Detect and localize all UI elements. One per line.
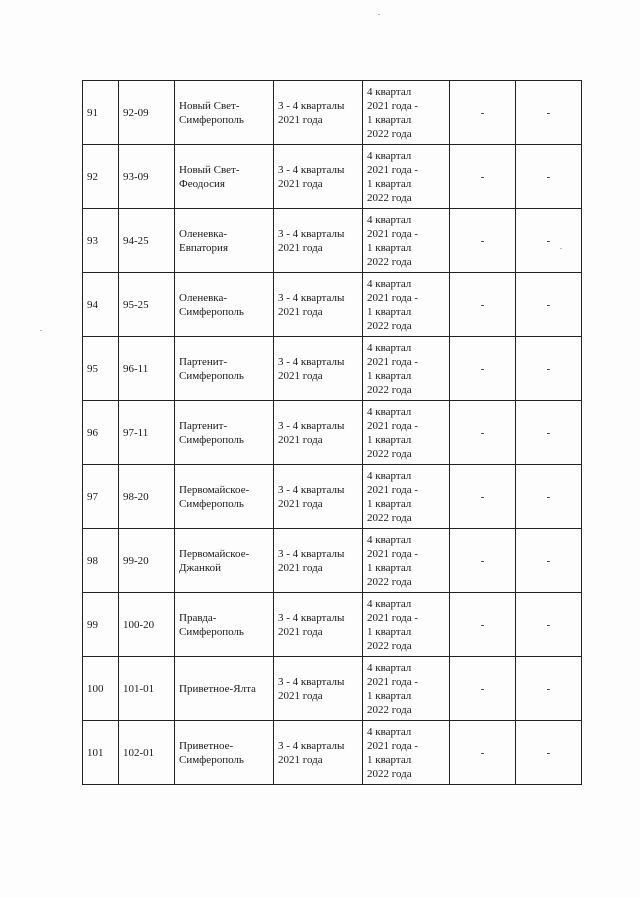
column-7-value: - [516, 593, 582, 657]
end-period: 4 квартал 2021 года - 1 квартал 2022 года [363, 721, 450, 785]
route-code: 99-20 [119, 529, 175, 593]
end-period: 4 квартал 2021 года - 1 квартал 2022 года [363, 81, 450, 145]
column-6-value: - [450, 273, 516, 337]
route-name: Приветное- Симферополь [175, 721, 274, 785]
route-name: Оленевка- Евпатория [175, 209, 274, 273]
route-name: Приветное-Ялта [175, 657, 274, 721]
row-number: 93 [83, 209, 119, 273]
column-7-value: - [516, 81, 582, 145]
route-name: Первомайское- Симферополь [175, 465, 274, 529]
column-7-value: - [516, 401, 582, 465]
column-7-value: - [516, 209, 582, 273]
route-code: 102-01 [119, 721, 175, 785]
table-body [83, 81, 582, 785]
table-row [83, 145, 582, 209]
table-row [83, 593, 582, 657]
row-number: 91 [83, 81, 119, 145]
column-6-value: - [450, 401, 516, 465]
end-period: 4 квартал 2021 года - 1 квартал 2022 года [363, 529, 450, 593]
start-period: 3 - 4 кварталы 2021 года [274, 657, 363, 721]
end-period: 4 квартал 2021 года - 1 квартал 2022 года [363, 337, 450, 401]
table-row [83, 657, 582, 721]
start-period: 3 - 4 кварталы 2021 года [274, 273, 363, 337]
row-number: 92 [83, 145, 119, 209]
table-row [83, 401, 582, 465]
column-7-value: - [516, 273, 582, 337]
end-period: 4 квартал 2021 года - 1 квартал 2022 года [363, 657, 450, 721]
route-name: Новый Свет- Симферополь [175, 81, 274, 145]
table-row [83, 337, 582, 401]
route-name: Первомайское- Джанкой [175, 529, 274, 593]
table-row [83, 209, 582, 273]
column-6-value: - [450, 145, 516, 209]
row-number: 95 [83, 337, 119, 401]
start-period: 3 - 4 кварталы 2021 года [274, 465, 363, 529]
route-code: 93-09 [119, 145, 175, 209]
start-period: 3 - 4 кварталы 2021 года [274, 337, 363, 401]
route-code: 100-20 [119, 593, 175, 657]
end-period: 4 квартал 2021 года - 1 квартал 2022 года [363, 593, 450, 657]
column-6-value: - [450, 465, 516, 529]
row-number: 98 [83, 529, 119, 593]
start-period: 3 - 4 кварталы 2021 года [274, 145, 363, 209]
row-number: 99 [83, 593, 119, 657]
column-7-value: - [516, 657, 582, 721]
column-6-value: - [450, 209, 516, 273]
start-period: 3 - 4 кварталы 2021 года [274, 593, 363, 657]
column-6-value: - [450, 337, 516, 401]
column-7-value: - [516, 721, 582, 785]
row-number: 100 [83, 657, 119, 721]
scan-speck [40, 330, 42, 331]
start-period: 3 - 4 кварталы 2021 года [274, 81, 363, 145]
route-code: 97-11 [119, 401, 175, 465]
row-number: 94 [83, 273, 119, 337]
end-period: 4 квартал 2021 года - 1 квартал 2022 года [363, 401, 450, 465]
end-period: 4 квартал 2021 года - 1 квартал 2022 года [363, 273, 450, 337]
end-period: 4 квартал 2021 года - 1 квартал 2022 года [363, 209, 450, 273]
route-name: Оленевка- Симферополь [175, 273, 274, 337]
route-name: Правда- Симферополь [175, 593, 274, 657]
start-period: 3 - 4 кварталы 2021 года [274, 529, 363, 593]
route-code: 94-25 [119, 209, 175, 273]
table-row [83, 465, 582, 529]
routes-schedule-table [82, 80, 582, 785]
column-6-value: - [450, 657, 516, 721]
row-number: 96 [83, 401, 119, 465]
scan-speck [378, 14, 380, 15]
end-period: 4 квартал 2021 года - 1 квартал 2022 года [363, 145, 450, 209]
start-period: 3 - 4 кварталы 2021 года [274, 209, 363, 273]
table-row [83, 529, 582, 593]
column-6-value: - [450, 81, 516, 145]
column-6-value: - [450, 721, 516, 785]
route-code: 92-09 [119, 81, 175, 145]
route-code: 95-25 [119, 273, 175, 337]
column-7-value: - [516, 465, 582, 529]
column-6-value: - [450, 593, 516, 657]
route-code: 101-01 [119, 657, 175, 721]
route-name: Партенит- Симферополь [175, 401, 274, 465]
table-row [83, 273, 582, 337]
route-name: Новый Свет- Феодосия [175, 145, 274, 209]
end-period: 4 квартал 2021 года - 1 квартал 2022 года [363, 465, 450, 529]
route-code: 98-20 [119, 465, 175, 529]
route-code: 96-11 [119, 337, 175, 401]
column-6-value: - [450, 529, 516, 593]
column-7-value: - [516, 145, 582, 209]
column-7-value: - [516, 529, 582, 593]
table-row [83, 721, 582, 785]
start-period: 3 - 4 кварталы 2021 года [274, 401, 363, 465]
column-7-value: - [516, 337, 582, 401]
route-name: Партенит- Симферополь [175, 337, 274, 401]
start-period: 3 - 4 кварталы 2021 года [274, 721, 363, 785]
table-row [83, 81, 582, 145]
row-number: 101 [83, 721, 119, 785]
row-number: 97 [83, 465, 119, 529]
